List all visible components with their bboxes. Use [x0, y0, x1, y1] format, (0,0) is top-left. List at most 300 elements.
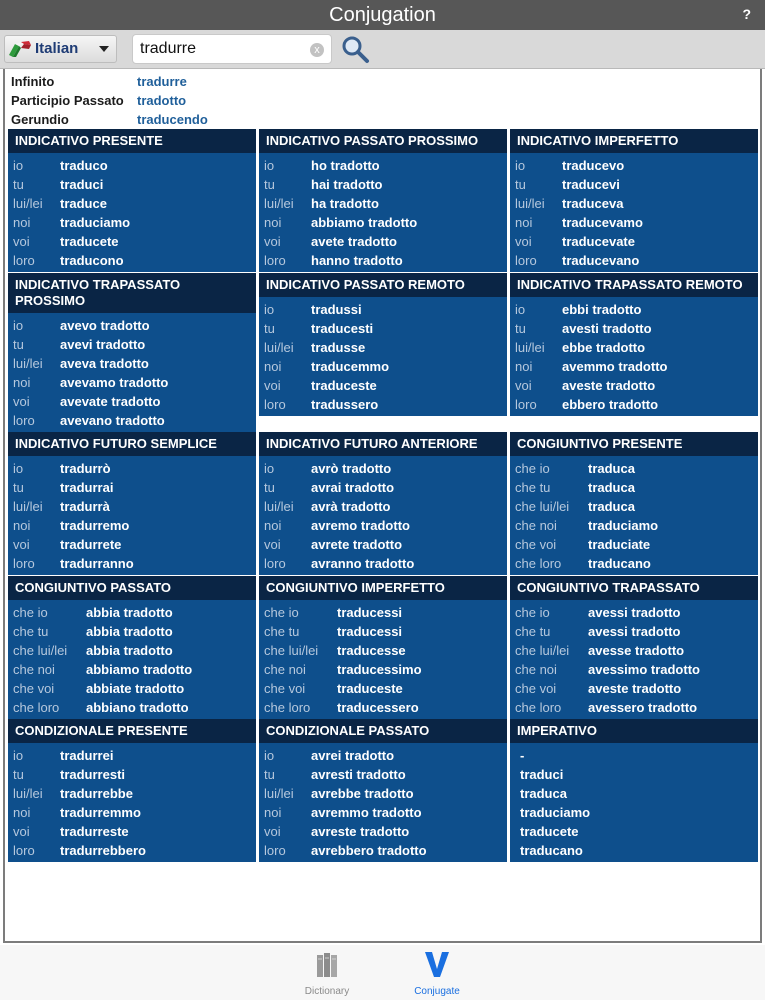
pronoun: io	[264, 158, 275, 173]
tab-dictionary[interactable]	[287, 949, 367, 997]
pronoun: che loro	[264, 700, 311, 715]
help-button[interactable]: ?	[742, 6, 751, 22]
conjugation-row	[259, 194, 507, 213]
conjugation-table	[259, 273, 507, 416]
conjugation-row	[510, 478, 758, 497]
pronoun: che lui/lei	[264, 643, 319, 658]
pronoun: loro	[13, 843, 35, 858]
pronoun: loro	[515, 253, 537, 268]
conjugation-row	[8, 803, 256, 822]
conjugated-form: avessi tradotto	[588, 605, 681, 620]
search-icon[interactable]	[340, 34, 370, 64]
conjugated-form: tradurrebbero	[60, 843, 146, 858]
conjugation-row	[259, 357, 507, 376]
conjugation-row	[8, 746, 256, 765]
conjugation-row	[8, 765, 256, 784]
conjugation-row	[8, 232, 256, 251]
pronoun: tu	[13, 480, 24, 495]
pronoun: che io	[515, 461, 550, 476]
tab-conjugate-label: Conjugate	[414, 986, 460, 997]
conjugated-form: avranno tradotto	[311, 556, 415, 571]
conjugation-row	[259, 535, 507, 554]
conjugation-row	[8, 622, 256, 641]
conjugation-table	[8, 576, 256, 719]
pronoun: io	[264, 302, 275, 317]
conjugation-table-title: INDICATIVO PASSATO PROSSIMO	[259, 129, 507, 153]
pronoun: tu	[13, 767, 24, 782]
conjugated-form: traduciamo	[588, 518, 659, 533]
pronoun: noi	[264, 359, 282, 374]
pronoun: io	[13, 318, 24, 333]
pronoun: noi	[515, 215, 533, 230]
conjugated-form: traducessimo	[337, 662, 422, 677]
conjugated-form: avevano tradotto	[60, 413, 165, 428]
conjugated-form: traduceste	[311, 378, 377, 393]
pronoun: lui/lei	[515, 196, 545, 211]
pronoun: che tu	[515, 480, 551, 495]
clear-icon[interactable]: x	[310, 43, 324, 57]
conjugated-form: traduci	[520, 767, 564, 782]
italy-flag-icon	[9, 41, 33, 57]
pronoun: tu	[264, 177, 275, 192]
pronoun: voi	[264, 824, 281, 839]
pronoun: voi	[264, 537, 281, 552]
conjugated-form: traduca	[588, 499, 635, 514]
conjugation-row	[259, 679, 507, 698]
conjugated-form: traducevate	[562, 234, 635, 249]
conjugation-table	[259, 432, 507, 575]
conjugated-form: -	[520, 748, 525, 763]
conjugated-form: avrai tradotto	[311, 480, 395, 495]
conjugation-row	[8, 603, 256, 622]
pronoun: che tu	[264, 624, 300, 639]
conjugated-form: traduciamo	[520, 805, 591, 820]
conjugated-form: tradurrete	[60, 537, 122, 552]
conjugation-row	[259, 300, 507, 319]
conjugated-form: abbiano tradotto	[86, 700, 189, 715]
conjugation-row	[259, 803, 507, 822]
conjugated-form: avevate tradotto	[60, 394, 161, 409]
conjugation-content	[3, 69, 762, 943]
conjugated-form: ebbi tradotto	[562, 302, 642, 317]
conjugated-form: aveste tradotto	[588, 681, 682, 696]
conjugation-row	[8, 841, 256, 860]
pronoun: lui/lei	[515, 340, 545, 355]
pronoun: che noi	[13, 662, 55, 677]
conjugated-form: traducemmo	[311, 359, 390, 374]
conjugation-row	[510, 459, 758, 478]
conjugated-form: avreste tradotto	[311, 824, 410, 839]
verb-form-label: Infinito	[11, 74, 55, 89]
conjugated-form: avrò tradotto	[311, 461, 392, 476]
conjugated-form: ha tradotto	[311, 196, 379, 211]
pronoun: che loro	[515, 700, 562, 715]
conjugation-table	[8, 129, 256, 272]
conjugation-row	[259, 376, 507, 395]
pronoun: che loro	[515, 556, 562, 571]
pronoun: che lui/lei	[515, 499, 570, 514]
language-label: Italian	[35, 40, 79, 57]
conjugation-table-title: CONDIZIONALE PRESENTE	[8, 719, 256, 743]
pronoun: voi	[13, 537, 30, 552]
conjugation-row	[259, 395, 507, 414]
conjugated-form: tradurrai	[60, 480, 114, 495]
conjugation-row	[8, 822, 256, 841]
pronoun: voi	[515, 234, 532, 249]
conjugation-row	[8, 784, 256, 803]
verb-form-row	[11, 72, 208, 91]
pronoun: lui/lei	[264, 196, 294, 211]
conjugated-form: avresti tradotto	[311, 767, 406, 782]
conjugation-row	[510, 194, 758, 213]
conjugated-form: avessimo tradotto	[588, 662, 700, 677]
conjugated-form: avrei tradotto	[311, 748, 395, 763]
conjugated-form: traducevi	[562, 177, 620, 192]
conjugated-form: aveva tradotto	[60, 356, 149, 371]
pronoun: che io	[515, 605, 550, 620]
conjugated-form: avremo tradotto	[311, 518, 410, 533]
conjugated-form: avremmo tradotto	[311, 805, 422, 820]
conjugated-form: avete tradotto	[311, 234, 397, 249]
conjugation-row	[510, 156, 758, 175]
conjugated-form: avemmo tradotto	[562, 359, 668, 374]
pronoun: che tu	[13, 624, 49, 639]
conjugated-form: avessero tradotto	[588, 700, 698, 715]
pronoun: noi	[515, 359, 533, 374]
conjugation-row	[8, 156, 256, 175]
conjugation-row	[259, 660, 507, 679]
conjugated-form: traducono	[60, 253, 124, 268]
conjugation-row	[259, 497, 507, 516]
conjugation-table	[510, 432, 758, 575]
pronoun: loro	[264, 556, 286, 571]
conjugated-form: abbia tradotto	[86, 643, 173, 658]
conjugated-form: traducete	[60, 234, 119, 249]
pronoun: loro	[264, 843, 286, 858]
conjugated-form: traduci	[60, 177, 104, 192]
conjugated-form: traduceste	[337, 681, 403, 696]
conjugation-row	[259, 603, 507, 622]
conjugation-table-title: CONGIUNTIVO IMPERFETTO	[259, 576, 507, 600]
conjugated-form: traduceva	[562, 196, 624, 211]
conjugation-row	[259, 516, 507, 535]
conjugation-row	[510, 232, 758, 251]
conjugated-form: traducevano	[562, 253, 640, 268]
conjugated-form: abbia tradotto	[86, 624, 173, 639]
conjugated-form: avrebbe tradotto	[311, 786, 414, 801]
conjugation-row	[8, 660, 256, 679]
pronoun: tu	[13, 177, 24, 192]
conjugated-form: traducessi	[337, 624, 403, 639]
conjugation-row	[8, 411, 256, 430]
conjugated-form: tradussi	[311, 302, 362, 317]
conjugated-form: ebbero tradotto	[562, 397, 659, 412]
conjugation-row	[8, 535, 256, 554]
conjugated-form: tradurranno	[60, 556, 134, 571]
verb-form-label: Gerundio	[11, 112, 69, 127]
conjugation-row	[8, 335, 256, 354]
conjugated-form: traducesse	[337, 643, 406, 658]
conjugation-row	[259, 156, 507, 175]
conjugation-row	[510, 300, 758, 319]
conjugation-table-title: INDICATIVO TRAPASSATO REMOTO	[510, 273, 758, 297]
conjugation-row	[8, 316, 256, 335]
pronoun: loro	[13, 253, 35, 268]
pronoun: voi	[13, 394, 30, 409]
page-title: Conjugation	[329, 4, 436, 26]
pronoun: tu	[13, 337, 24, 352]
conjugation-row	[8, 641, 256, 660]
conjugated-form: tradurreste	[60, 824, 129, 839]
pronoun: io	[264, 748, 275, 763]
conjugation-row	[510, 213, 758, 232]
search-input[interactable]	[132, 34, 332, 64]
conjugated-form: tradurrebbe	[60, 786, 133, 801]
conjugated-form: avesti tradotto	[562, 321, 652, 336]
conjugated-form: avrebbero tradotto	[311, 843, 427, 858]
conjugation-table	[510, 576, 758, 719]
conjugation-row	[510, 535, 758, 554]
conjugation-table	[8, 719, 256, 862]
conjugated-form: traducessi	[337, 605, 403, 620]
conjugation-table-title: INDICATIVO FUTURO SEMPLICE	[8, 432, 256, 456]
conjugated-form: ho tradotto	[311, 158, 380, 173]
conjugation-row	[8, 392, 256, 411]
conjugation-row	[8, 478, 256, 497]
conjugated-form: avevi tradotto	[60, 337, 146, 352]
conjugated-form: abbiate tradotto	[86, 681, 185, 696]
conjugation-row	[510, 679, 758, 698]
chevron-down-icon	[99, 46, 109, 52]
pronoun: noi	[13, 375, 31, 390]
verb-form-value[interactable]: tradurre	[137, 74, 187, 89]
conjugated-form: traduco	[60, 158, 108, 173]
conjugation-row	[259, 822, 507, 841]
conjugated-form: tradusse	[311, 340, 366, 355]
conjugation-row	[510, 554, 758, 573]
conjugation-row	[259, 746, 507, 765]
conjugation-row	[259, 622, 507, 641]
conjugated-form: traducete	[520, 824, 579, 839]
conjugation-row	[8, 251, 256, 270]
conjugation-row	[510, 251, 758, 270]
conjugation-table	[510, 273, 758, 416]
pronoun: voi	[515, 378, 532, 393]
conjugated-form: traduca	[520, 786, 567, 801]
conjugation-row	[259, 251, 507, 270]
pronoun: che tu	[515, 624, 551, 639]
pronoun: noi	[13, 518, 31, 533]
conjugated-form: traduciamo	[60, 215, 131, 230]
conjugation-table-title: INDICATIVO IMPERFETTO	[510, 129, 758, 153]
conjugation-row	[8, 373, 256, 392]
conjugation-row	[510, 603, 758, 622]
tab-bar	[0, 945, 765, 1000]
pronoun: tu	[264, 480, 275, 495]
pronoun: tu	[515, 321, 526, 336]
search-input-value: tradurre	[140, 40, 197, 57]
verb-form-value[interactable]: tradotto	[137, 93, 187, 108]
conjugation-table-title: INDICATIVO FUTURO ANTERIORE	[259, 432, 507, 456]
pronoun: che noi	[515, 662, 557, 677]
pronoun: che voi	[515, 537, 557, 552]
conjugated-form: traducevamo	[562, 215, 643, 230]
conjugated-form: avessi tradotto	[588, 624, 681, 639]
conjugated-form: avrete tradotto	[311, 537, 403, 552]
conjugated-form: abbiamo tradotto	[311, 215, 418, 230]
pronoun: che noi	[515, 518, 557, 533]
conjugation-row	[510, 175, 758, 194]
pronoun: noi	[264, 805, 282, 820]
pronoun: loro	[13, 556, 35, 571]
pronoun: voi	[264, 378, 281, 393]
verb-form-row	[11, 91, 208, 110]
conjugated-form: tradurremo	[60, 518, 130, 533]
conjugation-row	[510, 746, 758, 765]
pronoun: noi	[264, 518, 282, 533]
pronoun: io	[13, 748, 24, 763]
conjugation-row	[259, 841, 507, 860]
conjugated-form: avevamo tradotto	[60, 375, 169, 390]
search-bar	[0, 30, 765, 69]
language-selector[interactable]	[4, 35, 117, 63]
pronoun: che voi	[515, 681, 557, 696]
conjugated-form: hanno tradotto	[311, 253, 403, 268]
conjugation-row	[259, 765, 507, 784]
pronoun: loro	[13, 413, 35, 428]
verb-form-value[interactable]: traducendo	[137, 112, 208, 127]
pronoun: che voi	[264, 681, 306, 696]
conjugated-form: traducessero	[337, 700, 419, 715]
conjugation-row	[510, 784, 758, 803]
conjugation-row	[8, 354, 256, 373]
conjugation-table	[8, 432, 256, 575]
conjugation-table-title: CONGIUNTIVO PRESENTE	[510, 432, 758, 456]
pronoun: tu	[264, 767, 275, 782]
pronoun: voi	[13, 234, 30, 249]
conjugated-form: avrà tradotto	[311, 499, 391, 514]
conjugation-row	[510, 803, 758, 822]
pronoun: noi	[264, 215, 282, 230]
conjugation-row	[259, 338, 507, 357]
conjugation-row	[259, 213, 507, 232]
pronoun: io	[264, 461, 275, 476]
conjugation-row	[259, 175, 507, 194]
books-icon	[313, 949, 341, 979]
conjugation-table-title: INDICATIVO PRESENTE	[8, 129, 256, 153]
conjugation-row	[510, 765, 758, 784]
conjugated-form: traduciate	[588, 537, 651, 552]
conjugated-form: abbiamo tradotto	[86, 662, 193, 677]
pronoun: lui/lei	[264, 499, 294, 514]
conjugation-table-title: IMPERATIVO	[510, 719, 758, 743]
conjugation-row	[259, 232, 507, 251]
pronoun: lui/lei	[264, 340, 294, 355]
conjugation-table-title: CONGIUNTIVO PASSATO	[8, 576, 256, 600]
pronoun: tu	[515, 177, 526, 192]
pronoun: che lui/lei	[13, 643, 68, 658]
conjugated-form: avevo tradotto	[60, 318, 150, 333]
conjugation-table-title: CONDIZIONALE PASSATO	[259, 719, 507, 743]
conjugated-form: hai tradotto	[311, 177, 383, 192]
conjugated-form: tradurrà	[60, 499, 110, 514]
conjugated-form: traducano	[520, 843, 583, 858]
conjugation-row	[259, 319, 507, 338]
conjugated-form: ebbe tradotto	[562, 340, 646, 355]
verb-forms	[11, 72, 208, 129]
conjugated-form: tradurremmo	[60, 805, 141, 820]
conjugated-form: traduca	[588, 461, 635, 476]
conjugated-form: traducesti	[311, 321, 374, 336]
conjugated-form: tradussero	[311, 397, 379, 412]
conjugation-row	[510, 338, 758, 357]
conjugation-table	[259, 576, 507, 719]
pronoun: noi	[13, 805, 31, 820]
conjugation-table-title: INDICATIVO TRAPASSATO PROSSIMO	[8, 273, 256, 313]
conjugation-row	[510, 319, 758, 338]
pronoun: io	[13, 158, 24, 173]
conjugation-row	[8, 497, 256, 516]
pronoun: voi	[264, 234, 281, 249]
tab-conjugate[interactable]	[397, 949, 477, 997]
pronoun: lui/lei	[13, 499, 43, 514]
conjugation-row	[510, 822, 758, 841]
conjugation-row	[259, 698, 507, 717]
verb-form-label: Participio Passato	[11, 93, 124, 108]
conjugated-form: tradurrei	[60, 748, 114, 763]
pronoun: che lui/lei	[515, 643, 570, 658]
conjugation-row	[259, 459, 507, 478]
conjugation-row	[8, 698, 256, 717]
pronoun: lui/lei	[13, 356, 43, 371]
pronoun: tu	[264, 321, 275, 336]
pronoun: che loro	[13, 700, 60, 715]
conjugation-row	[8, 554, 256, 573]
pronoun: che voi	[13, 681, 55, 696]
pronoun: voi	[13, 824, 30, 839]
conjugation-table	[259, 129, 507, 272]
conjugation-table	[259, 719, 507, 862]
conjugation-row	[259, 784, 507, 803]
conjugated-form: tradurresti	[60, 767, 126, 782]
pronoun: io	[13, 461, 24, 476]
conjugation-table	[510, 719, 758, 862]
conjugation-table	[8, 273, 256, 432]
pronoun: lui/lei	[264, 786, 294, 801]
conjugated-form: traduca	[588, 480, 635, 495]
pronoun: loro	[264, 253, 286, 268]
conjugation-row	[510, 641, 758, 660]
conjugation-row	[510, 357, 758, 376]
conjugation-table-title: CONGIUNTIVO TRAPASSATO	[510, 576, 758, 600]
conjugation-table-title: INDICATIVO PASSATO REMOTO	[259, 273, 507, 297]
pronoun: io	[515, 158, 526, 173]
conjugated-form: traducano	[588, 556, 651, 571]
pronoun: che noi	[264, 662, 306, 677]
conjugation-row	[510, 516, 758, 535]
conjugated-form: avesse tradotto	[588, 643, 685, 658]
conjugation-row	[8, 679, 256, 698]
conjugation-row	[510, 698, 758, 717]
conjugation-row	[510, 622, 758, 641]
conjugation-row	[259, 641, 507, 660]
conjugation-row	[259, 478, 507, 497]
pronoun: loro	[264, 397, 286, 412]
conjugation-row	[510, 395, 758, 414]
pronoun: loro	[515, 397, 537, 412]
pronoun: io	[515, 302, 526, 317]
conjugation-row	[8, 194, 256, 213]
